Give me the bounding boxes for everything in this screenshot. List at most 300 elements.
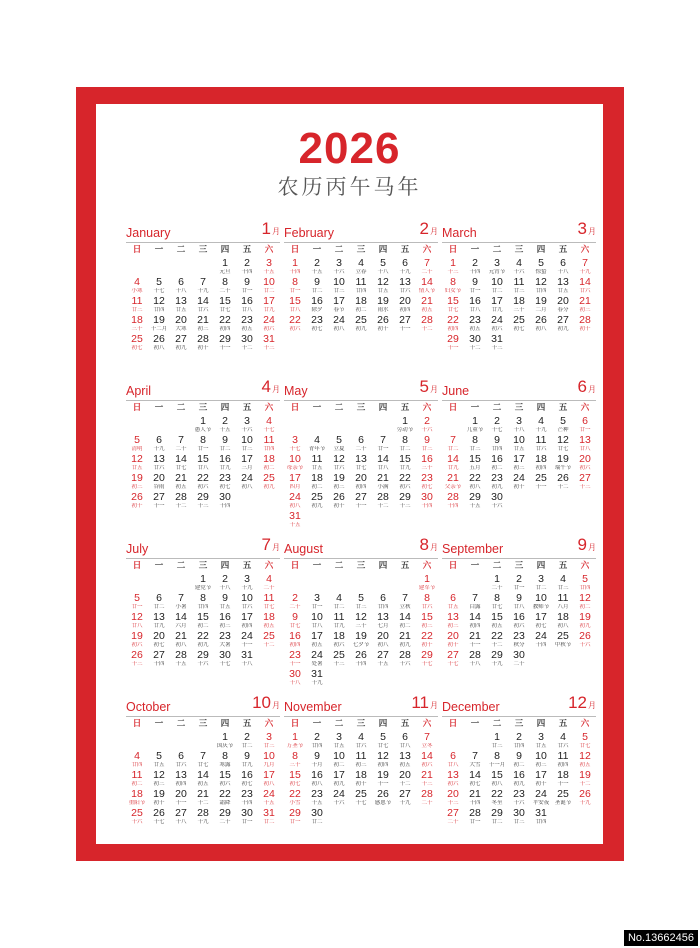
lunar-date: 初六 bbox=[421, 762, 433, 768]
lunar-date: 廿二 bbox=[333, 604, 345, 610]
empty-cell bbox=[306, 511, 328, 530]
day-number: 13 bbox=[355, 453, 367, 465]
lunar-date: 廿一 bbox=[513, 585, 525, 591]
lunar-date: 初七 bbox=[513, 326, 525, 332]
empty-cell bbox=[126, 258, 148, 277]
day-cell bbox=[464, 315, 486, 334]
month-name: July bbox=[126, 542, 149, 556]
day-cell bbox=[574, 732, 596, 751]
day-cell bbox=[148, 808, 170, 827]
lunar-date: 廿九 bbox=[447, 465, 459, 471]
lunar-date: 十七 bbox=[491, 427, 503, 433]
lunar-date: 芒种 bbox=[557, 427, 569, 433]
lunar-date: 廿四 bbox=[263, 446, 275, 452]
day-number: 22 bbox=[219, 788, 231, 800]
day-cell bbox=[284, 492, 306, 511]
lunar-date: 初四 bbox=[447, 326, 459, 332]
weekday-label: 一 bbox=[470, 245, 480, 255]
lunar-date: 十六 bbox=[241, 427, 253, 433]
day-cell bbox=[214, 751, 236, 770]
day-number: 7 bbox=[424, 731, 430, 743]
day-cell bbox=[126, 808, 148, 827]
month-number: 8月 bbox=[419, 535, 438, 554]
day-cell bbox=[416, 315, 438, 334]
day-cell bbox=[170, 473, 192, 492]
lunar-date: 初六 bbox=[333, 642, 345, 648]
day-number: 4 bbox=[134, 750, 140, 762]
day-cell bbox=[236, 315, 258, 334]
day-cell bbox=[236, 770, 258, 789]
weekday-label: 二 bbox=[492, 719, 502, 729]
weekday-label: 日 bbox=[448, 403, 458, 413]
day-cell bbox=[530, 574, 552, 593]
lunar-date: 廿二 bbox=[311, 288, 323, 294]
weekday-label: 日 bbox=[132, 245, 142, 255]
day-number: 12 bbox=[153, 769, 165, 781]
lunar-date: 惊蛰 bbox=[535, 269, 547, 275]
lunar-date: 十二 bbox=[421, 326, 433, 332]
day-cell bbox=[284, 789, 306, 808]
day-cell bbox=[552, 732, 574, 751]
month-header bbox=[442, 535, 596, 559]
lunar-date: 十九 bbox=[491, 661, 503, 667]
day-number: 1 bbox=[450, 257, 456, 269]
lunar-date: 初八 bbox=[535, 326, 547, 332]
empty-cell bbox=[170, 574, 192, 593]
day-cell bbox=[350, 435, 372, 454]
day-number: 24 bbox=[241, 630, 253, 642]
empty-cell bbox=[442, 416, 464, 435]
lunar-date: 廿七 bbox=[263, 604, 275, 610]
day-cell bbox=[126, 751, 148, 770]
lunar-date: 廿二 bbox=[491, 819, 503, 825]
day-cell bbox=[192, 435, 214, 454]
day-cell bbox=[394, 454, 416, 473]
lunar-date: 二十 bbox=[219, 819, 231, 825]
day-cell bbox=[350, 473, 372, 492]
day-cell bbox=[306, 751, 328, 770]
lunar-date: 廿九 bbox=[219, 465, 231, 471]
day-cell bbox=[464, 789, 486, 808]
day-number: 27 bbox=[399, 788, 411, 800]
day-number: 14 bbox=[399, 611, 411, 623]
lunar-date: 十九 bbox=[399, 269, 411, 275]
day-cell bbox=[508, 631, 530, 650]
weekday-label: 六 bbox=[264, 245, 274, 255]
day-cell bbox=[258, 789, 280, 808]
lunar-date: 廿四 bbox=[491, 446, 503, 452]
lunar-date: 初七 bbox=[153, 642, 165, 648]
day-number: 19 bbox=[355, 630, 367, 642]
day-cell bbox=[214, 277, 236, 296]
lunar-date: 十七 bbox=[289, 446, 301, 452]
lunar-date: 十一 bbox=[355, 503, 367, 509]
day-cell bbox=[258, 416, 280, 435]
day-number: 23 bbox=[311, 788, 323, 800]
day-cell bbox=[170, 454, 192, 473]
day-cell bbox=[552, 770, 574, 789]
lunar-date: 初三 bbox=[333, 484, 345, 490]
lunar-date: 廿五 bbox=[131, 465, 143, 471]
day-cell bbox=[442, 334, 464, 353]
lunar-date: 廿三 bbox=[557, 585, 569, 591]
day-cell bbox=[464, 492, 486, 511]
day-number: 16 bbox=[241, 295, 253, 307]
lunar-date: 初八 bbox=[241, 484, 253, 490]
lunar-date: 廿四 bbox=[535, 288, 547, 294]
day-cell bbox=[508, 416, 530, 435]
weekday-row bbox=[126, 717, 280, 732]
lunar-date: 六月 bbox=[175, 623, 187, 629]
lunar-date: 立冬 bbox=[421, 743, 433, 749]
lunar-date: 初八 bbox=[175, 642, 187, 648]
day-number: 9 bbox=[314, 750, 320, 762]
weekday-label: 二 bbox=[176, 561, 186, 571]
week-row bbox=[284, 789, 438, 808]
lunar-date: 元旦 bbox=[219, 269, 231, 275]
day-number: 27 bbox=[579, 472, 591, 484]
lunar-date: 十二 bbox=[491, 642, 503, 648]
lunar-date: 二十 bbox=[219, 288, 231, 294]
month-header bbox=[284, 377, 438, 401]
weekday-label: 一 bbox=[154, 245, 164, 255]
day-cell bbox=[394, 416, 416, 435]
lunar-date: 初十 bbox=[421, 642, 433, 648]
lunar-date: 端午节 bbox=[554, 465, 572, 471]
lunar-date: 廿二 bbox=[399, 446, 411, 452]
lunar-date: 十二 bbox=[263, 642, 275, 648]
day-number: 28 bbox=[197, 333, 209, 345]
day-cell bbox=[236, 593, 258, 612]
day-number: 23 bbox=[513, 788, 525, 800]
day-number: 8 bbox=[200, 434, 206, 446]
lunar-date: 妇女节 bbox=[444, 288, 462, 294]
day-cell bbox=[372, 492, 394, 511]
day-cell bbox=[442, 277, 464, 296]
day-number: 18 bbox=[355, 295, 367, 307]
day-cell bbox=[442, 473, 464, 492]
lunar-date: 十一 bbox=[175, 800, 187, 806]
empty-cell bbox=[148, 574, 170, 593]
lunar-date: 廿二 bbox=[219, 446, 231, 452]
weekday-row bbox=[126, 401, 280, 416]
lunar-date: 初八 bbox=[289, 503, 301, 509]
day-number: 23 bbox=[219, 630, 231, 642]
day-number: 1 bbox=[200, 415, 206, 427]
lunar-date: 初二 bbox=[399, 623, 411, 629]
day-cell bbox=[306, 435, 328, 454]
day-number: 28 bbox=[175, 491, 187, 503]
lunar-date: 万圣节 bbox=[286, 743, 304, 749]
week-row bbox=[442, 808, 596, 827]
day-number: 27 bbox=[175, 333, 187, 345]
day-cell bbox=[530, 296, 552, 315]
day-number: 7 bbox=[472, 750, 478, 762]
day-number: 16 bbox=[491, 453, 503, 465]
empty-cell bbox=[508, 334, 530, 353]
day-number: 7 bbox=[200, 276, 206, 288]
lunar-date: 十五 bbox=[311, 269, 323, 275]
lunar-date: 感恩节 bbox=[374, 800, 392, 806]
day-number: 2 bbox=[472, 257, 478, 269]
lunar-date: 初七 bbox=[311, 326, 323, 332]
day-number: 5 bbox=[134, 592, 140, 604]
weekday-label: 四 bbox=[536, 403, 546, 413]
day-number: 18 bbox=[557, 769, 569, 781]
weekday-label: 三 bbox=[356, 245, 366, 255]
day-number: 19 bbox=[153, 314, 165, 326]
day-cell bbox=[214, 473, 236, 492]
day-number: 24 bbox=[289, 491, 301, 503]
lunar-date: 儿童节 bbox=[466, 427, 484, 433]
day-cell bbox=[192, 770, 214, 789]
week-row bbox=[126, 574, 280, 593]
weekday-label: 四 bbox=[220, 719, 230, 729]
day-number: 5 bbox=[156, 750, 162, 762]
day-cell bbox=[328, 296, 350, 315]
lunar-date: 初八 bbox=[333, 326, 345, 332]
lunar-date: 春分 bbox=[557, 307, 569, 313]
week-row bbox=[442, 416, 596, 435]
day-number: 22 bbox=[197, 472, 209, 484]
day-cell bbox=[394, 732, 416, 751]
lunar-date: 十六 bbox=[333, 800, 345, 806]
day-number: 15 bbox=[289, 769, 301, 781]
lunar-date: 廿八 bbox=[377, 465, 389, 471]
lunar-date: 初七 bbox=[219, 484, 231, 490]
lunar-date: 处暑 bbox=[311, 661, 323, 667]
day-number: 2 bbox=[244, 731, 250, 743]
day-cell bbox=[552, 258, 574, 277]
day-cell bbox=[126, 593, 148, 612]
lunar-date: 廿一 bbox=[289, 819, 301, 825]
day-number: 20 bbox=[175, 314, 187, 326]
weekday-label: 五 bbox=[242, 245, 252, 255]
day-cell bbox=[236, 631, 258, 650]
day-cell bbox=[416, 435, 438, 454]
day-number: 6 bbox=[156, 434, 162, 446]
lunar-date: 十二 bbox=[399, 781, 411, 787]
calendar-sheet bbox=[96, 104, 603, 844]
lunar-date: 廿五 bbox=[333, 743, 345, 749]
day-number: 21 bbox=[175, 630, 187, 642]
empty-cell bbox=[126, 416, 148, 435]
day-cell bbox=[464, 612, 486, 631]
lunar-date: 初五 bbox=[579, 762, 591, 768]
day-cell bbox=[214, 593, 236, 612]
lunar-date: 十八 bbox=[289, 680, 301, 686]
day-number: 28 bbox=[197, 807, 209, 819]
day-cell bbox=[508, 650, 530, 669]
lunar-date: 十二月 bbox=[150, 326, 168, 332]
day-number: 26 bbox=[153, 333, 165, 345]
day-number: 20 bbox=[355, 472, 367, 484]
day-cell bbox=[416, 751, 438, 770]
day-cell bbox=[530, 631, 552, 650]
day-cell bbox=[328, 789, 350, 808]
day-cell bbox=[530, 751, 552, 770]
lunar-date: 初三 bbox=[535, 762, 547, 768]
day-cell bbox=[214, 789, 236, 808]
day-cell bbox=[416, 770, 438, 789]
day-number: 28 bbox=[447, 491, 459, 503]
lunar-date: 廿六 bbox=[197, 307, 209, 313]
weekday-label: 三 bbox=[514, 245, 524, 255]
lunar-date: 十五 bbox=[469, 503, 481, 509]
day-cell bbox=[236, 334, 258, 353]
empty-cell bbox=[328, 416, 350, 435]
lunar-date: 十一 bbox=[153, 503, 165, 509]
lunar-date: 初八 bbox=[263, 781, 275, 787]
lunar-date: 廿三 bbox=[131, 307, 143, 313]
lunar-date: 初二 bbox=[513, 762, 525, 768]
day-cell bbox=[148, 296, 170, 315]
lunar-date: 初九 bbox=[557, 326, 569, 332]
day-cell bbox=[530, 612, 552, 631]
lunar-date: 小雪 bbox=[289, 800, 301, 806]
lunar-date: 初九 bbox=[197, 642, 209, 648]
day-number: 4 bbox=[134, 276, 140, 288]
day-number: 13 bbox=[377, 611, 389, 623]
month-block bbox=[284, 377, 438, 530]
empty-cell bbox=[306, 574, 328, 593]
day-cell bbox=[258, 315, 280, 334]
weekday-label: 六 bbox=[264, 403, 274, 413]
weekday-label: 四 bbox=[220, 561, 230, 571]
lunar-date: 廿六 bbox=[153, 465, 165, 471]
empty-cell bbox=[328, 808, 350, 827]
lunar-date: 廿一 bbox=[469, 288, 481, 294]
day-number: 12 bbox=[131, 453, 143, 465]
empty-cell bbox=[170, 732, 192, 751]
day-number: 19 bbox=[579, 769, 591, 781]
month-block bbox=[126, 377, 280, 511]
lunar-date: 廿九 bbox=[241, 762, 253, 768]
lunar-date: 初四 bbox=[241, 623, 253, 629]
lunar-date: 十二 bbox=[557, 484, 569, 490]
day-number: 7 bbox=[402, 592, 408, 604]
day-number: 5 bbox=[156, 276, 162, 288]
month-suffix: 月 bbox=[588, 227, 596, 236]
lunar-date: 廿三 bbox=[513, 819, 525, 825]
day-cell bbox=[192, 751, 214, 770]
week-row bbox=[126, 770, 280, 789]
day-cell bbox=[486, 454, 508, 473]
day-cell bbox=[486, 277, 508, 296]
weekday-row bbox=[442, 243, 596, 258]
lunar-date: 廿八 bbox=[289, 307, 301, 313]
day-cell bbox=[192, 277, 214, 296]
day-cell bbox=[236, 574, 258, 593]
day-cell bbox=[284, 258, 306, 277]
day-number: 23 bbox=[513, 630, 525, 642]
day-number: 25 bbox=[311, 491, 323, 503]
lunar-date: 初四 bbox=[175, 781, 187, 787]
day-number: 1 bbox=[222, 731, 228, 743]
day-number: 21 bbox=[399, 630, 411, 642]
day-number: 9 bbox=[314, 276, 320, 288]
day-cell bbox=[192, 650, 214, 669]
lunar-date: 九月 bbox=[263, 762, 275, 768]
day-number: 29 bbox=[197, 491, 209, 503]
day-number: 27 bbox=[557, 314, 569, 326]
lunar-date: 十六 bbox=[491, 503, 503, 509]
day-cell bbox=[328, 751, 350, 770]
day-number: 19 bbox=[377, 769, 389, 781]
day-number: 18 bbox=[513, 295, 525, 307]
lunar-date: 小暑 bbox=[175, 604, 187, 610]
lunar-date: 十四 bbox=[289, 269, 301, 275]
empty-cell bbox=[350, 669, 372, 688]
lunar-date: 愚人节 bbox=[194, 427, 212, 433]
day-cell bbox=[486, 751, 508, 770]
day-number: 7 bbox=[178, 434, 184, 446]
day-cell bbox=[416, 277, 438, 296]
day-number: 2 bbox=[314, 731, 320, 743]
lunar-date: 廿八 bbox=[447, 762, 459, 768]
day-cell bbox=[236, 473, 258, 492]
day-cell bbox=[214, 612, 236, 631]
day-number: 23 bbox=[491, 472, 503, 484]
day-cell bbox=[236, 612, 258, 631]
day-cell bbox=[284, 732, 306, 751]
lunar-date: 建军节 bbox=[418, 585, 436, 591]
day-number: 1 bbox=[292, 731, 298, 743]
lunar-date: 初六 bbox=[131, 642, 143, 648]
month-header bbox=[126, 377, 280, 401]
lunar-date: 初五 bbox=[399, 762, 411, 768]
weekday-label: 六 bbox=[264, 561, 274, 571]
weekday-label: 六 bbox=[422, 245, 432, 255]
weekday-label: 二 bbox=[334, 245, 344, 255]
day-cell bbox=[192, 593, 214, 612]
day-number: 3 bbox=[266, 731, 272, 743]
lunar-date: 十五 bbox=[175, 661, 187, 667]
month-block bbox=[284, 219, 438, 334]
lunar-date: 十六 bbox=[399, 661, 411, 667]
weekday-label: 日 bbox=[132, 719, 142, 729]
day-cell bbox=[574, 315, 596, 334]
month-name: December bbox=[442, 700, 500, 714]
weekday-label: 日 bbox=[290, 719, 300, 729]
lunar-date: 初二 bbox=[491, 465, 503, 471]
day-cell bbox=[170, 593, 192, 612]
day-cell bbox=[416, 454, 438, 473]
lunar-date: 廿一 bbox=[469, 819, 481, 825]
day-cell bbox=[508, 593, 530, 612]
weekday-label: 五 bbox=[400, 245, 410, 255]
month-block bbox=[126, 693, 280, 827]
week-row bbox=[284, 258, 438, 277]
lunar-date: 廿一 bbox=[131, 604, 143, 610]
day-number: 15 bbox=[447, 295, 459, 307]
lunar-date: 十九 bbox=[399, 800, 411, 806]
lunar-date: 十四 bbox=[421, 503, 433, 509]
day-cell bbox=[306, 296, 328, 315]
day-number: 16 bbox=[219, 453, 231, 465]
day-cell bbox=[284, 593, 306, 612]
day-number: 1 bbox=[472, 415, 478, 427]
day-number: 17 bbox=[513, 453, 525, 465]
day-cell bbox=[148, 770, 170, 789]
lunar-date: 初三 bbox=[513, 465, 525, 471]
lunar-date: 初九 bbox=[513, 781, 525, 787]
day-number: 13 bbox=[399, 750, 411, 762]
day-cell bbox=[284, 435, 306, 454]
day-number: 15 bbox=[491, 611, 503, 623]
day-number: 24 bbox=[263, 788, 275, 800]
month-name: September bbox=[442, 542, 504, 556]
